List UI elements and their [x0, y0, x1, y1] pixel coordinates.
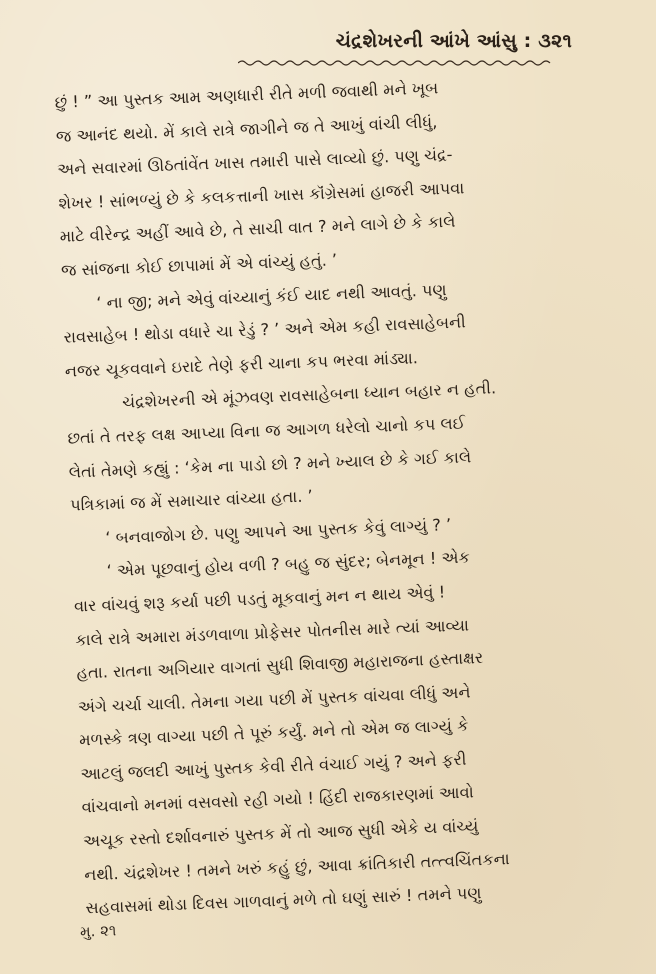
text-line: ‘ એમ પૂછવાનું હોય વળી ? બહુ જ સુંદર; બેનમૂન ! એક — [106, 547, 471, 581]
text-line: અને સવારમાં ઊઠતાંવેંત ખાસ તમારી પાસે લાવ્યો છું. પણુ ચંદ્ર- — [56, 144, 453, 180]
text-line: રાવસાહેબ ! થોડા વધારે ચા રેડું ? ’ અને એમ કહી રાવસાહેબની — [63, 312, 467, 347]
text-line: હતા. રાતના અગિયાર વાગતાં સુધી શિવાજી મહારાજના હસ્તાક્ષર — [76, 648, 484, 683]
text-line: પત્રિકામાં જ મેં સમાચાર વાંચ્યા હતા. ’ — [69, 486, 314, 515]
text-line: લેતાં તેમણે કહ્યું : ‘કેમ ના પાડો છો ? મને ખ્યાલ છે કે ગઈ કાલે — [68, 446, 472, 482]
running-head: ચંદ્રશેખરની આંખે આંસુ : ૩૨૧ — [335, 30, 572, 52]
text-line: વાંચવાનો મનમાં વસવસો રહી ગયો ! હિંદી રાજકારણમાં આવો — [81, 782, 475, 817]
text-line: અચૂક રસ્તો દર્શાવનારું પુસ્તક મેં તો આજ સુધી એકે ય વાંચ્યું — [82, 816, 479, 851]
text-line: માટે વીરેન્દ્ર અહીં આવે છે, તે સાચી વાત ? મને લાગે છે કે કાલે — [59, 212, 456, 247]
body-text — [54, 65, 634, 925]
page-signature: મુ. ૨૧ — [79, 921, 117, 941]
text-line: જ આનંદ થયો. મેં કાલે રાત્રે જાગીને જ તે આખું વાંચી લીધું, — [55, 111, 438, 146]
text-line: છું ! ” આ પુસ્તક આમ અણધારી રીતે મળી જવાથી મને ખૂબ — [54, 78, 439, 112]
text-line: સહવાસમાં થોડા દિવસ ગાળવાનું મળે તો ઘણું સારું ! તમને પણુ — [85, 883, 482, 918]
text-line: અંગે ચર્ચા ચાલી. તેમના ગયા પછી મેં પુસ્તક વાંચવા લીધું અને — [77, 682, 471, 717]
text-line: નજર ચૂકવવાને ઇરાદે તેણે ફરી ચાના કપ ભરવા માંડ્યા. — [64, 347, 419, 381]
text-line: જ સાંજના કોઈ છાપામાં મેં એ વાંચ્યું હતું. ’ — [60, 250, 338, 280]
page-header — [336, 30, 572, 52]
header-wavy-rule — [238, 58, 556, 68]
text-line: ચંદ્રશેખરની એ મૂંઝવણ રાવસાહેબના ધ્યાન બહાર ન હતી. — [121, 378, 497, 412]
text-line: વાર વાંચવું શરૂ કર્યા પછી પડતું મૂકવાનું મન ન થાય એવું ! — [73, 582, 446, 616]
text-line: શેખર ! સાંભળ્યું છે કે કલકત્તાની ખાસ કૉંગ્રેસમાં હાજરી આપવા — [58, 178, 465, 213]
text-line: ‘ ના જી; મને એવું વાંચ્યાનું કંઈ યાદ નથી આવતું. પણુ — [95, 279, 447, 313]
text-line: છતાં તે તરફ લક્ષ આપ્યા વિના જ આગળ ધરેલો ચાનો કપ લઈ — [67, 413, 466, 448]
text-line: આટલું જલદી આખું પુસ્તક કેવી રીતે વંચાઈ ગયું ? અને ફરી — [80, 749, 467, 784]
text-line: કાલે રાત્રે અમારા મંડળવાળા પ્રોફેસર પોતનીસ મારે ત્યાં આવ્યા — [74, 614, 470, 650]
text-line: મળસ્કે ત્રણ વાગ્યા પછી તે પૂરું કર્યું. મને તો એમ જ લાગ્યું કે — [78, 715, 469, 750]
text-line: નથી. ચંદ્રશેખર ! તમને ખરું કહું છું, આવા ક્રાંતિકારી તત્ત્વચિંતકના — [83, 848, 511, 885]
text-line: ‘ બનવાજોગ છે. પણુ આપને આ પુસ્તક કેવું લાગ્યું ? ’ — [105, 514, 452, 548]
